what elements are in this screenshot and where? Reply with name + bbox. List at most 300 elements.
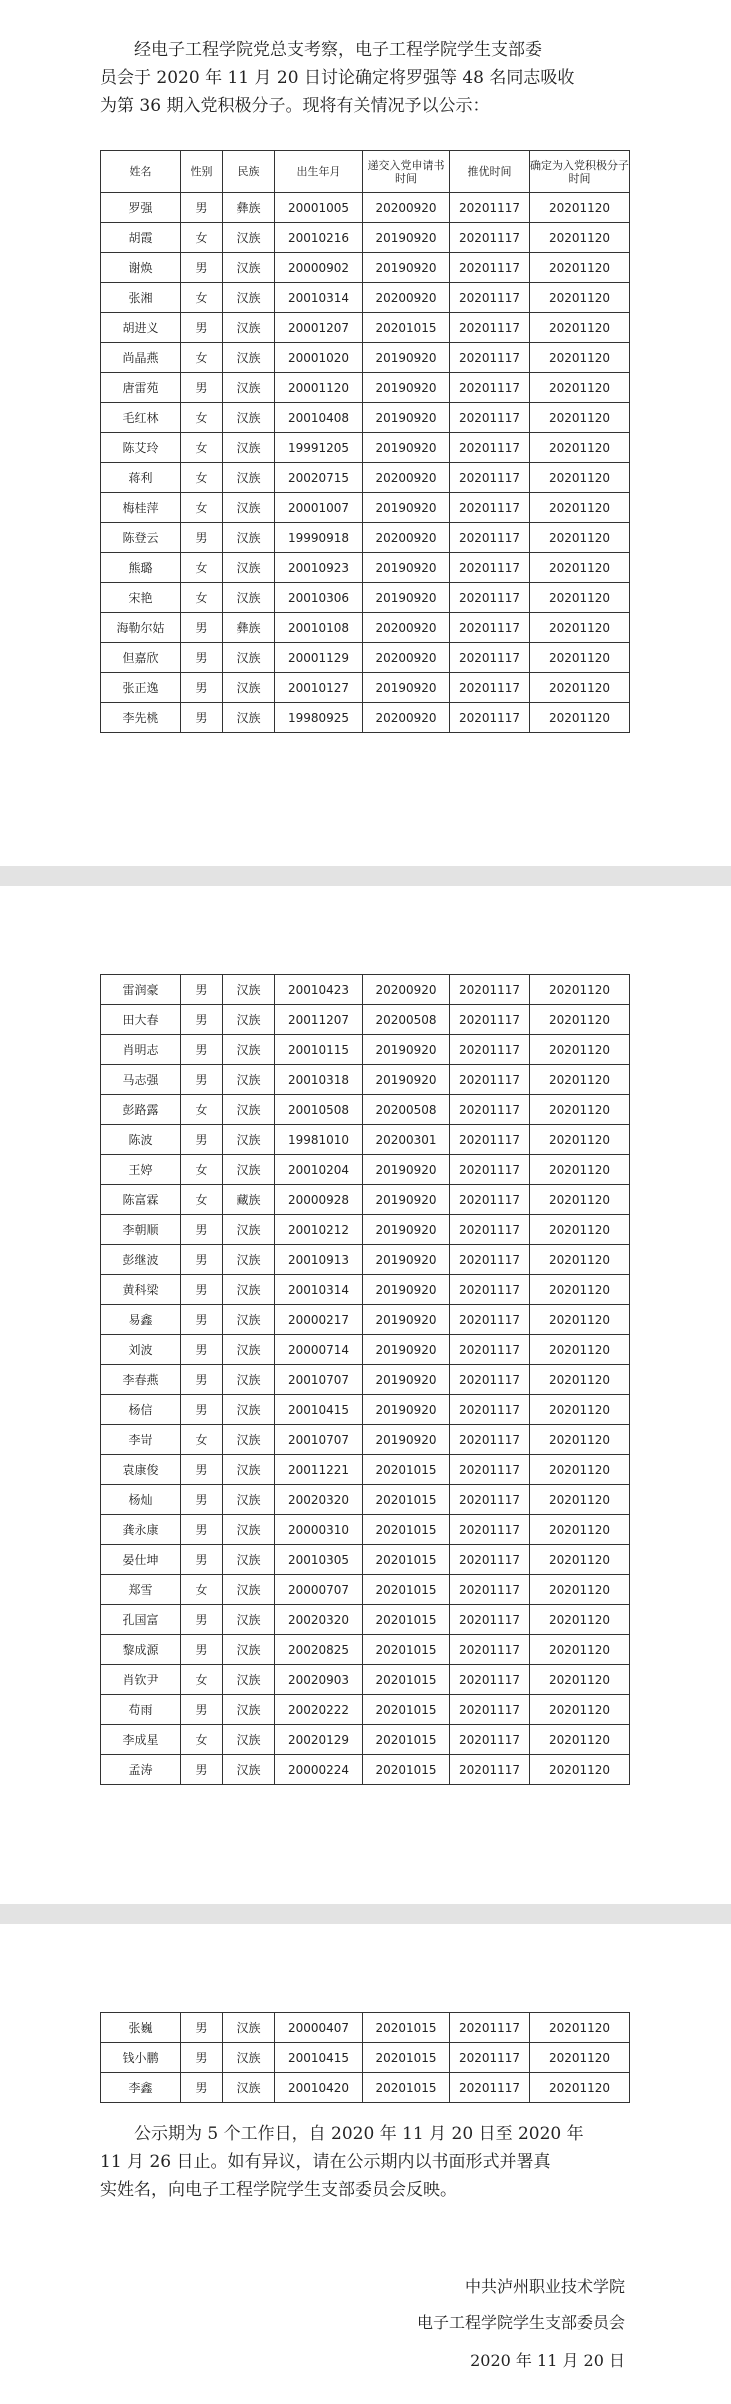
- cell-recommend-date: 20201117: [450, 1095, 530, 1125]
- table-header-row: [101, 151, 630, 193]
- cell-application-date: 20200920: [363, 463, 450, 493]
- table-row: [101, 1635, 630, 1665]
- cell-application-date: 20190920: [363, 433, 450, 463]
- cell-recommend-date: 20201117: [450, 1335, 530, 1365]
- cell-activist-date: 20201120: [530, 1515, 630, 1545]
- closing-line: 公示期为 5 个工作日，自 2020 年 11 月 20 日至 2020 年: [134, 2124, 584, 2144]
- cell-recommend-date: 20201117: [450, 2073, 530, 2103]
- cell-application-date: 20201015: [363, 2043, 450, 2073]
- table-row: [101, 1755, 630, 1785]
- cell-ethnicity: 汉族: [223, 673, 275, 703]
- table-row: [101, 313, 630, 343]
- table-row: [101, 975, 630, 1005]
- cell-activist-date: 20201120: [530, 1725, 630, 1755]
- cell-ethnicity: 汉族: [223, 373, 275, 403]
- cell-application-date: 20190920: [363, 253, 450, 283]
- cell-ethnicity: 汉族: [223, 1695, 275, 1725]
- cell-name: 彭路露: [101, 1095, 181, 1125]
- cell-ethnicity: 汉族: [223, 1545, 275, 1575]
- cell-gender: 女: [181, 1725, 223, 1755]
- cell-application-date: 20190920: [363, 1215, 450, 1245]
- table-row: [101, 433, 630, 463]
- cell-ethnicity: 汉族: [223, 1725, 275, 1755]
- cell-ethnicity: 汉族: [223, 463, 275, 493]
- cell-birth: 20010314: [275, 1275, 363, 1305]
- cell-gender: 男: [181, 1065, 223, 1095]
- cell-activist-date: 20201120: [530, 463, 630, 493]
- cell-recommend-date: 20201117: [450, 673, 530, 703]
- table-row: [101, 1365, 630, 1395]
- table-row: [101, 283, 630, 313]
- cell-name: 李先桃: [101, 703, 181, 733]
- cell-gender: 女: [181, 343, 223, 373]
- intro-line: 经电子工程学院党总支考察，电子工程学院学生支部委: [134, 40, 542, 60]
- cell-recommend-date: 20201117: [450, 373, 530, 403]
- cell-name: 但嘉欣: [101, 643, 181, 673]
- cell-application-date: 20190920: [363, 1035, 450, 1065]
- table-row: [101, 613, 630, 643]
- cell-activist-date: 20201120: [530, 673, 630, 703]
- cell-application-date: 20200920: [363, 613, 450, 643]
- cell-application-date: 20190920: [363, 1395, 450, 1425]
- cell-birth: 20010318: [275, 1065, 363, 1095]
- cell-birth: 20010212: [275, 1215, 363, 1245]
- cell-birth: 20000707: [275, 1575, 363, 1605]
- cell-application-date: 20190920: [363, 403, 450, 433]
- cell-name: 陈艾玲: [101, 433, 181, 463]
- cell-application-date: 20201015: [363, 2073, 450, 2103]
- cell-ethnicity: 藏族: [223, 1185, 275, 1215]
- table-row: [101, 1515, 630, 1545]
- cell-gender: 男: [181, 703, 223, 733]
- signature-date: 2020 年 11 月 20 日: [470, 2351, 625, 2370]
- cell-recommend-date: 20201117: [450, 1485, 530, 1515]
- cell-gender: 男: [181, 1695, 223, 1725]
- cell-recommend-date: 20201117: [450, 613, 530, 643]
- cell-activist-date: 20201120: [530, 1335, 630, 1365]
- cell-gender: 男: [181, 1485, 223, 1515]
- cell-activist-date: 20201120: [530, 2043, 630, 2073]
- cell-application-date: 20190920: [363, 1185, 450, 1215]
- cell-ethnicity: 汉族: [223, 523, 275, 553]
- cell-application-date: 20201015: [363, 313, 450, 343]
- cell-ethnicity: 汉族: [223, 643, 275, 673]
- cell-name: 唐雷苑: [101, 373, 181, 403]
- cell-activist-date: 20201120: [530, 1245, 630, 1275]
- table-row: [101, 1005, 630, 1035]
- cell-ethnicity: 汉族: [223, 283, 275, 313]
- table-row: [101, 1545, 630, 1575]
- cell-gender: 女: [181, 1425, 223, 1455]
- table-row: [101, 1665, 630, 1695]
- cell-ethnicity: 汉族: [223, 223, 275, 253]
- cell-gender: 女: [181, 463, 223, 493]
- cell-ethnicity: 汉族: [223, 1455, 275, 1485]
- cell-ethnicity: 汉族: [223, 1575, 275, 1605]
- cell-activist-date: 20201120: [530, 703, 630, 733]
- cell-birth: 20020715: [275, 463, 363, 493]
- cell-application-date: 20190920: [363, 223, 450, 253]
- cell-application-date: 20201015: [363, 1485, 450, 1515]
- cell-recommend-date: 20201117: [450, 403, 530, 433]
- cell-gender: 男: [181, 523, 223, 553]
- table-row: [101, 1485, 630, 1515]
- cell-birth: 20010415: [275, 2043, 363, 2073]
- cell-application-date: 20201015: [363, 1575, 450, 1605]
- cell-activist-date: 20201120: [530, 2013, 630, 2043]
- cell-gender: 男: [181, 673, 223, 703]
- cell-activist-date: 20201120: [530, 223, 630, 253]
- cell-application-date: 20200508: [363, 1005, 450, 1035]
- cell-birth: 20000310: [275, 1515, 363, 1545]
- cell-gender: 女: [181, 223, 223, 253]
- table-row: [101, 583, 630, 613]
- cell-activist-date: 20201120: [530, 1065, 630, 1095]
- cell-recommend-date: 20201117: [450, 583, 530, 613]
- cell-name: 彭继波: [101, 1245, 181, 1275]
- cell-birth: 20010108: [275, 613, 363, 643]
- cell-name: 胡进义: [101, 313, 181, 343]
- cell-recommend-date: 20201117: [450, 1455, 530, 1485]
- cell-gender: 男: [181, 1635, 223, 1665]
- cell-name: 罗强: [101, 193, 181, 223]
- cell-ethnicity: 汉族: [223, 1125, 275, 1155]
- cell-birth: 20001120: [275, 373, 363, 403]
- cell-ethnicity: 汉族: [223, 1035, 275, 1065]
- cell-name: 杨灿: [101, 1485, 181, 1515]
- table-row: [101, 1215, 630, 1245]
- cell-application-date: 20190920: [363, 673, 450, 703]
- cell-birth: 20000714: [275, 1335, 363, 1365]
- cell-name: 李岢: [101, 1425, 181, 1455]
- cell-birth: 20001020: [275, 343, 363, 373]
- table-row: [101, 1425, 630, 1455]
- table-row: [101, 193, 630, 223]
- table-row: [101, 1065, 630, 1095]
- cell-ethnicity: 汉族: [223, 493, 275, 523]
- cell-application-date: 20190920: [363, 1365, 450, 1395]
- cell-activist-date: 20201120: [530, 583, 630, 613]
- table-row: [101, 1185, 630, 1215]
- cell-birth: 20010216: [275, 223, 363, 253]
- cell-recommend-date: 20201117: [450, 1065, 530, 1095]
- table-row: [101, 1575, 630, 1605]
- intro-line: 为第 36 期入党积极分子。现将有关情况予以公示：: [100, 96, 490, 116]
- cell-recommend-date: 20201117: [450, 313, 530, 343]
- roster-table-page-2: [100, 974, 630, 1785]
- cell-gender: 女: [181, 1185, 223, 1215]
- cell-gender: 男: [181, 643, 223, 673]
- cell-name: 张湘: [101, 283, 181, 313]
- cell-ethnicity: 汉族: [223, 1635, 275, 1665]
- cell-birth: 20010204: [275, 1155, 363, 1185]
- cell-name: 肖明志: [101, 1035, 181, 1065]
- cell-birth: 20020825: [275, 1635, 363, 1665]
- cell-activist-date: 20201120: [530, 1395, 630, 1425]
- cell-gender: 男: [181, 1305, 223, 1335]
- cell-birth: 20010305: [275, 1545, 363, 1575]
- cell-recommend-date: 20201117: [450, 1605, 530, 1635]
- cell-recommend-date: 20201117: [450, 703, 530, 733]
- header-name: 姓名: [101, 151, 181, 193]
- intro-paragraph: [100, 36, 630, 120]
- cell-ethnicity: 彝族: [223, 193, 275, 223]
- cell-birth: 19991205: [275, 433, 363, 463]
- header-application-date: 递交入党申请书时间: [363, 151, 450, 193]
- cell-birth: 20000902: [275, 253, 363, 283]
- cell-activist-date: 20201120: [530, 193, 630, 223]
- cell-activist-date: 20201120: [530, 1545, 630, 1575]
- cell-activist-date: 20201120: [530, 1485, 630, 1515]
- cell-ethnicity: 汉族: [223, 1335, 275, 1365]
- cell-recommend-date: 20201117: [450, 1755, 530, 1785]
- table-row: [101, 523, 630, 553]
- cell-recommend-date: 20201117: [450, 1305, 530, 1335]
- cell-recommend-date: 20201117: [450, 283, 530, 313]
- table-row: [101, 403, 630, 433]
- cell-recommend-date: 20201117: [450, 1725, 530, 1755]
- table-row: [101, 463, 630, 493]
- cell-ethnicity: 汉族: [223, 1275, 275, 1305]
- cell-recommend-date: 20201117: [450, 1425, 530, 1455]
- cell-name: 胡霞: [101, 223, 181, 253]
- cell-gender: 女: [181, 493, 223, 523]
- roster-table-page-1: [100, 150, 630, 733]
- cell-ethnicity: 汉族: [223, 313, 275, 343]
- cell-activist-date: 20201120: [530, 1425, 630, 1455]
- page-separator: [0, 866, 731, 886]
- cell-ethnicity: 汉族: [223, 253, 275, 283]
- cell-name: 苟雨: [101, 1695, 181, 1725]
- cell-activist-date: 20201120: [530, 1305, 630, 1335]
- cell-gender: 女: [181, 1665, 223, 1695]
- header-ethnicity: 民族: [223, 151, 275, 193]
- cell-activist-date: 20201120: [530, 1605, 630, 1635]
- signature-organization: 中共泸州职业技术学院: [464, 2277, 625, 2296]
- cell-recommend-date: 20201117: [450, 253, 530, 283]
- cell-activist-date: 20201120: [530, 1275, 630, 1305]
- table-row: [101, 1245, 630, 1275]
- cell-ethnicity: 汉族: [223, 1605, 275, 1635]
- cell-gender: 男: [181, 1455, 223, 1485]
- cell-ethnicity: 汉族: [223, 1215, 275, 1245]
- cell-application-date: 20200920: [363, 283, 450, 313]
- cell-name: 陈波: [101, 1125, 181, 1155]
- cell-activist-date: 20201120: [530, 975, 630, 1005]
- cell-birth: 20011207: [275, 1005, 363, 1035]
- cell-activist-date: 20201120: [530, 493, 630, 523]
- cell-birth: 20001005: [275, 193, 363, 223]
- cell-activist-date: 20201120: [530, 373, 630, 403]
- cell-application-date: 20201015: [363, 1635, 450, 1665]
- cell-ethnicity: 汉族: [223, 703, 275, 733]
- cell-application-date: 20190920: [363, 1335, 450, 1365]
- cell-recommend-date: 20201117: [450, 433, 530, 463]
- table-row: [101, 1725, 630, 1755]
- cell-ethnicity: 汉族: [223, 1755, 275, 1785]
- cell-ethnicity: 汉族: [223, 2013, 275, 2043]
- cell-birth: 20020320: [275, 1605, 363, 1635]
- cell-recommend-date: 20201117: [450, 493, 530, 523]
- cell-gender: 男: [181, 1035, 223, 1065]
- table-row: [101, 1455, 630, 1485]
- closing-line: 实姓名，向电子工程学院学生支部委员会反映。: [100, 2180, 457, 2200]
- roster-table-page-3: [100, 2012, 630, 2103]
- cell-activist-date: 20201120: [530, 1155, 630, 1185]
- cell-activist-date: 20201120: [530, 1365, 630, 1395]
- cell-application-date: 20190920: [363, 1155, 450, 1185]
- cell-application-date: 20201015: [363, 1545, 450, 1575]
- cell-recommend-date: 20201117: [450, 1395, 530, 1425]
- table-row: [101, 1275, 630, 1305]
- header-activist-date: 确定为入党积极分子时间: [530, 151, 630, 193]
- cell-gender: 男: [181, 613, 223, 643]
- cell-name: 李成星: [101, 1725, 181, 1755]
- cell-application-date: 20200920: [363, 523, 450, 553]
- cell-gender: 男: [181, 1365, 223, 1395]
- cell-birth: 20020129: [275, 1725, 363, 1755]
- cell-name: 易鑫: [101, 1305, 181, 1335]
- cell-name: 张正逸: [101, 673, 181, 703]
- cell-recommend-date: 20201117: [450, 343, 530, 373]
- cell-gender: 男: [181, 1275, 223, 1305]
- cell-application-date: 20201015: [363, 1605, 450, 1635]
- page-separator: [0, 1904, 731, 1924]
- cell-activist-date: 20201120: [530, 1455, 630, 1485]
- table-row: [101, 1395, 630, 1425]
- cell-gender: 男: [181, 373, 223, 403]
- cell-recommend-date: 20201117: [450, 1665, 530, 1695]
- cell-gender: 女: [181, 433, 223, 463]
- cell-activist-date: 20201120: [530, 1095, 630, 1125]
- cell-activist-date: 20201120: [530, 253, 630, 283]
- cell-ethnicity: 汉族: [223, 403, 275, 433]
- cell-ethnicity: 彝族: [223, 613, 275, 643]
- cell-activist-date: 20201120: [530, 1125, 630, 1155]
- cell-name: 孔国富: [101, 1605, 181, 1635]
- cell-birth: 19980925: [275, 703, 363, 733]
- cell-activist-date: 20201120: [530, 643, 630, 673]
- cell-recommend-date: 20201117: [450, 1215, 530, 1245]
- cell-application-date: 20190920: [363, 1275, 450, 1305]
- cell-ethnicity: 汉族: [223, 1065, 275, 1095]
- cell-activist-date: 20201120: [530, 343, 630, 373]
- cell-gender: 男: [181, 1545, 223, 1575]
- table-row: [101, 1695, 630, 1725]
- cell-application-date: 20190920: [363, 1305, 450, 1335]
- table-row: [101, 253, 630, 283]
- cell-gender: 男: [181, 1215, 223, 1245]
- cell-activist-date: 20201120: [530, 403, 630, 433]
- table-row: [101, 493, 630, 523]
- cell-gender: 男: [181, 253, 223, 283]
- table-row: [101, 643, 630, 673]
- cell-birth: 20010913: [275, 1245, 363, 1275]
- cell-gender: 女: [181, 553, 223, 583]
- cell-name: 雷润豪: [101, 975, 181, 1005]
- cell-gender: 男: [181, 1005, 223, 1035]
- table-row: [101, 2013, 630, 2043]
- cell-birth: 20010408: [275, 403, 363, 433]
- cell-name: 龚永康: [101, 1515, 181, 1545]
- cell-name: 谢焕: [101, 253, 181, 283]
- cell-application-date: 20190920: [363, 1425, 450, 1455]
- cell-name: 李朝顺: [101, 1215, 181, 1245]
- cell-gender: 女: [181, 1155, 223, 1185]
- cell-gender: 男: [181, 313, 223, 343]
- cell-application-date: 20190920: [363, 553, 450, 583]
- table-row: [101, 343, 630, 373]
- signature-committee: 电子工程学院学生支部委员会: [416, 2313, 625, 2332]
- cell-application-date: 20190920: [363, 493, 450, 523]
- cell-birth: 20000407: [275, 2013, 363, 2043]
- table-row: [101, 373, 630, 403]
- cell-recommend-date: 20201117: [450, 1695, 530, 1725]
- cell-ethnicity: 汉族: [223, 1425, 275, 1455]
- cell-birth: 20000224: [275, 1755, 363, 1785]
- cell-ethnicity: 汉族: [223, 1515, 275, 1545]
- cell-gender: 男: [181, 2073, 223, 2103]
- cell-name: 李春燕: [101, 1365, 181, 1395]
- cell-gender: 女: [181, 1095, 223, 1125]
- cell-gender: 女: [181, 1575, 223, 1605]
- cell-name: 熊璐: [101, 553, 181, 583]
- cell-recommend-date: 20201117: [450, 1545, 530, 1575]
- cell-birth: 20010423: [275, 975, 363, 1005]
- cell-gender: 男: [181, 1605, 223, 1635]
- cell-gender: 女: [181, 403, 223, 433]
- cell-name: 钱小鹏: [101, 2043, 181, 2073]
- cell-ethnicity: 汉族: [223, 1095, 275, 1125]
- cell-name: 孟涛: [101, 1755, 181, 1785]
- table-row: [101, 1305, 630, 1335]
- cell-birth: 20010707: [275, 1425, 363, 1455]
- cell-birth: 20010415: [275, 1395, 363, 1425]
- cell-application-date: 20201015: [363, 1515, 450, 1545]
- cell-recommend-date: 20201117: [450, 463, 530, 493]
- cell-recommend-date: 20201117: [450, 1125, 530, 1155]
- cell-name: 宋艳: [101, 583, 181, 613]
- cell-application-date: 20190920: [363, 1065, 450, 1095]
- table-row: [101, 1095, 630, 1125]
- cell-birth: 19990918: [275, 523, 363, 553]
- closing-line: 11 月 26 日止。如有异议，请在公示期内以书面形式并署真: [100, 2152, 551, 2172]
- cell-ethnicity: 汉族: [223, 2073, 275, 2103]
- cell-recommend-date: 20201117: [450, 1635, 530, 1665]
- cell-gender: 男: [181, 193, 223, 223]
- cell-recommend-date: 20201117: [450, 1365, 530, 1395]
- closing-paragraph: [100, 2120, 630, 2204]
- cell-ethnicity: 汉族: [223, 1395, 275, 1425]
- cell-name: 晏仕坤: [101, 1545, 181, 1575]
- cell-birth: 20020320: [275, 1485, 363, 1515]
- cell-name: 田大春: [101, 1005, 181, 1035]
- table-row: [101, 1035, 630, 1065]
- cell-recommend-date: 20201117: [450, 1275, 530, 1305]
- cell-activist-date: 20201120: [530, 1215, 630, 1245]
- cell-ethnicity: 汉族: [223, 583, 275, 613]
- cell-name: 肖钦尹: [101, 1665, 181, 1695]
- table-row: [101, 2073, 630, 2103]
- cell-gender: 男: [181, 1335, 223, 1365]
- cell-birth: 20010923: [275, 553, 363, 583]
- cell-activist-date: 20201120: [530, 283, 630, 313]
- cell-recommend-date: 20201117: [450, 1245, 530, 1275]
- cell-ethnicity: 汉族: [223, 433, 275, 463]
- cell-ethnicity: 汉族: [223, 1365, 275, 1395]
- cell-application-date: 20200920: [363, 643, 450, 673]
- cell-activist-date: 20201120: [530, 553, 630, 583]
